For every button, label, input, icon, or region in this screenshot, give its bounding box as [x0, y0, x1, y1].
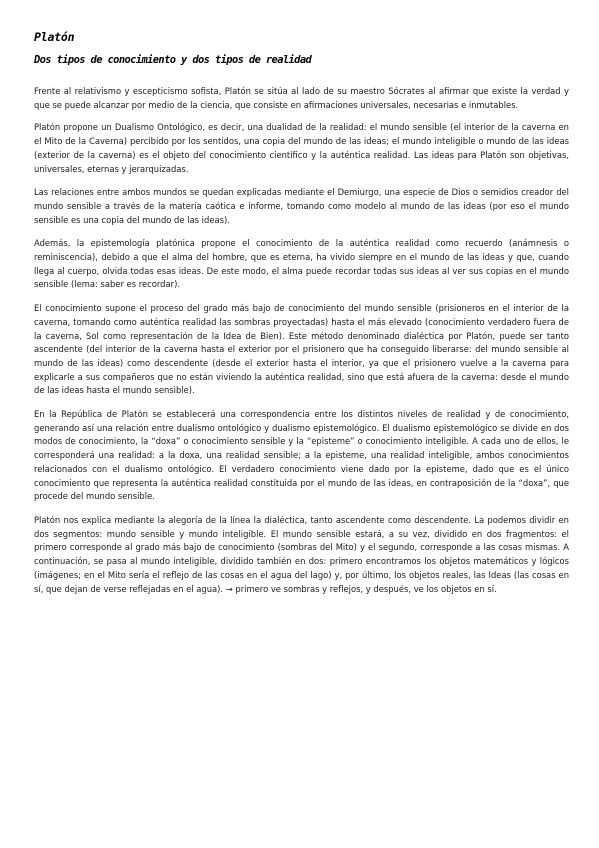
paragraph-4: Además, la epistemología platónica propone el conocimiento de la auténtica realidad como recuerdo (anámnesis o reminiscencia), debido a que el alma del hombre, que es eterna, ha vivido siempre en el mundo de las ideas y que, cuando llega al cuerpo, olvida todas esas ideas. De este modo, el alma puede recordar todas sus ideas al ver sus copias en el mundo sensible (lema: saber es recordar). [34, 238, 569, 290]
paragraph-3: Las relaciones entre ambos mundos se quedan explicadas mediante el Demiurgo, una especie de Dios o semidios creador del mundo sensible a través de la materia caótica e informe, tomando como modelo al mundo de las ideas (por eso el mundo sensible es una copia del mundo de las ideas). [34, 187, 569, 225]
document-subtitle: Dos tipos de conocimiento y dos tipos de realidad [34, 54, 312, 66]
paragraph-6: En la República de Platón se establecerá una correspondencia entre los distintos niveles de realidad y de conocimiento, generando así una relación entre dualismo ontológico y dualismo epistemológico. El dualismo epistemológico se divide en dos modos de conocimiento, la “doxa” o conocimiento sensible y la “episteme” o conocimiento inteligible. A cada uno de ellos, le corresponderá una realidad: a la doxa, una realidad sensible; a la episteme, una realidad inteligible, ambos conocimientos relacionados con el dualismo ontológico. El verdadero conocimiento viene dado por la episteme, dado que es el único conocimiento que representa la auténtica realidad constituida por el mundo de las ideas, en contraposición de la “doxa”, que procede del mundo sensible. [34, 409, 569, 502]
document-title: Platón [34, 30, 75, 44]
paragraph-7: Platón nos explica mediante la alegoría de la línea la dialéctica, tanto ascendente como descendente. La podemos dividir en dos segmentos: mundo sensible y mundo inteligible. El mundo sensible estará, a su vez, dividido en dos fragmentos: el primero corresponde al grado más bajo de conocimiento (sombras del Mito) y el segundo, corresponde a las cosas mismas. A continuación, se pasa al mundo inteligible, dividido también en dos: primero encontramos los objetos matemáticos y lógicos (imágenes; en el Mito sería el reflejo de las cosas en el agua del lago) y, por último, los objetos reales, las Ideas (las cosas en sí, que dejan de verse reflejadas en el agua). → primero ve sombras y reflejos, y después, ve los objetos en sí. [34, 514, 569, 594]
paragraph-5: El conocimiento supone el proceso del grado más bajo de conocimiento del mundo sensible (prisioneros en el interior de la caverna, tomando como auténtica realidad las sombras proyectadas) hasta el más elevado (conocimiento verdadero fuera de la caverna, Sol como representación de la Idea de Bien). Este método denominado dialéctica por Platón, puede ser tanto ascendente (del interior de la caverna hasta el exterior por el prisionero que ha conseguido liberarse: del mundo sensible al mundo de las ideas) como descendente (desde el exterior hasta el interior, ya que el prisionero vuelve a la caverna para explicarle a sus compañeros que no están viviendo la auténtica realidad, sino que está afuera de la caverna: desde el mundo de las ideas hasta el mundo sensible). [34, 303, 569, 396]
paragraph-1: Frente al relativismo y escepticismo sofista, Platón se sitúa al lado de su maestro Sócrates al afirmar que existe la verdad y que se puede alcanzar por medio de la ciencia, que consiste en afirmaciones universales, necesarias e inmutables. [34, 86, 569, 110]
paragraph-2: Platón propone un Dualismo Ontológico, es decir, una dualidad de la realidad: el mundo sensible (el interior de la caverna en el Mito de la Caverna) percibido por los sentidos, una copia del mundo de las ideas; el mundo inteligible o mundo de las ideas (exterior de la caverna) es el objeto del conocimiento científico y la auténtica realidad. Las ideas para Platón son objetivas, universales, eternas y jerarquizadas. [34, 122, 569, 174]
